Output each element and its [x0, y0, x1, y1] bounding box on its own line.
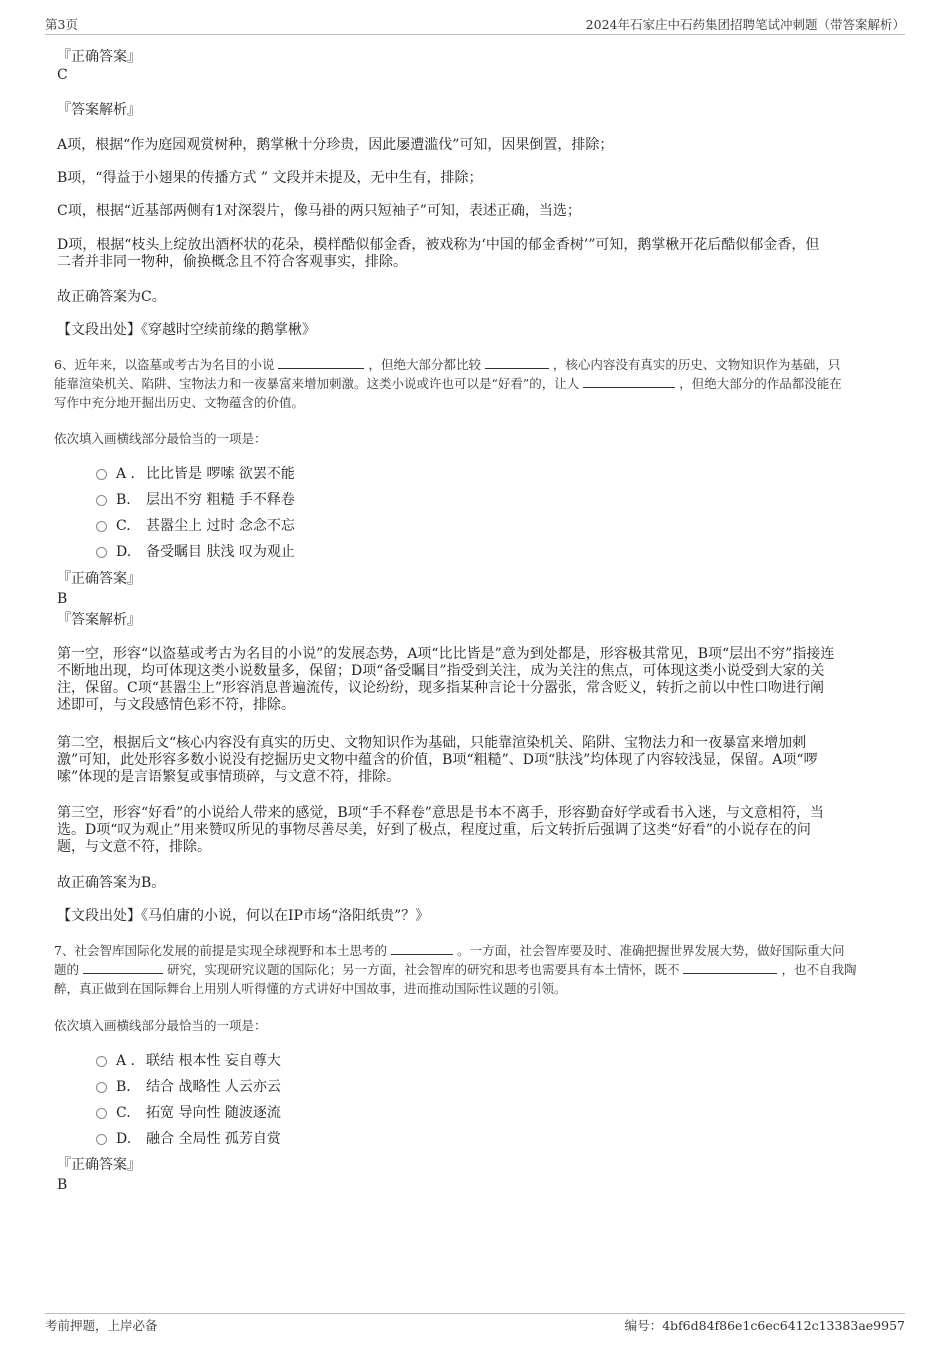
q6-answer-label: 『正确答案』: [57, 571, 141, 587]
q7-blank-3: [683, 961, 777, 974]
radio-icon[interactable]: [96, 1082, 107, 1093]
footer-slogan: 考前押题，上岸必备: [45, 1318, 158, 1333]
q5-analysis-d-line1: D项，根据“枝头上绽放出酒杯状的花朵，模样酷似郁金香，被戏称为‘中国的郁金香树’”可知，鹅掌楸开花后酷似郁金香，但: [57, 237, 820, 253]
q6-option-c[interactable]: C. 甚嚣尘上 过时 念念不忘: [96, 518, 295, 535]
q6-analysis-blank1: 第一空，形容“以盗墓或考古为名目的小说”的发展态势，A项“比比皆是”意为到处都是，形容极其常见，B项“层出不穷”指接连 不断地出现，均可体现这类小说数量多，保留；D项“备受瞩目”指受到关注，成为关注的焦点，可体现这类小说受到大家的关 注，保留。C项“甚嚣尘上”形容消息普遍流传，议论纷纷，现多指某种言论十分嚣张，常含贬义，转折之前以中性口吻进行阐 述即可，与文段感情色彩不符，排除。: [57, 646, 835, 713]
q6-prompt: 依次填入画横线部分最恰当的一项是：: [54, 431, 267, 446]
q5-conclusion: 故正确答案为C。: [57, 289, 166, 305]
radio-icon[interactable]: [96, 521, 107, 532]
q6-option-d[interactable]: D. 备受瞩目 肤浅 叹为观止: [96, 544, 295, 561]
q6-blank-1: [278, 356, 364, 369]
q6-blank-2: [485, 356, 549, 369]
q7-blank-2: [83, 961, 163, 974]
q5-analysis-d: [57, 237, 892, 271]
radio-icon[interactable]: [96, 469, 107, 480]
q5-analysis-d-line2: 二者并非同一物种，偷换概念且不符合客观事实，排除。: [57, 254, 407, 270]
q5-answer-label: 『正确答案』: [57, 49, 141, 65]
q6-analysis-label: 『答案解析』: [57, 612, 141, 628]
q7-option-c[interactable]: C. 拓宽 导向性 随波逐流: [96, 1105, 281, 1122]
radio-icon[interactable]: [96, 1134, 107, 1145]
q5-analysis-label: 『答案解析』: [57, 102, 141, 118]
q7-stem: 7、社会智库国际化发展的前提是实现全球视野和本土思考的 。一方面，社会智库要及时、准确把握世界发展大势，做好国际重大问 题的 研究，实现研究议题的国际化；另一方面，社会智库的研究和思考也需要具有本土情怀，既不 ，也不自我陶 醉，真正做到在国际舞台上用别人听得懂的方式讲好中国故事，进而推动国际性议题的引领。: [54, 943, 857, 996]
radio-icon[interactable]: [96, 495, 107, 506]
q7-answer-label: 『正确答案』: [57, 1157, 141, 1173]
q7-answer: B: [57, 1177, 68, 1193]
q6-blank-3: [583, 375, 675, 388]
q7-option-a[interactable]: A . 联结 根本性 妄自尊大: [96, 1053, 281, 1070]
q6-option-a[interactable]: A . 比比皆是 啰嗦 欲罢不能: [96, 466, 295, 483]
q5-answer: C: [57, 67, 68, 83]
q6-stem: 6、近年来，以盗墓或考古为名目的小说 ，但绝大部分都比较 ，核心内容没有真实的历史、文物知识作为基础，只 能靠渲染机关、陷阱、宝物法力和一夜暴富来增加刺激。这类小说或许也可以是“好看”的，让人 ，但绝大部分的作品都没能在 写作中充分地开掘出历史、文物蕴含的价值。: [54, 357, 842, 410]
document-title: 2024年石家庄中石药集团招聘笔试冲刺题（带答案解析）: [585, 17, 905, 32]
q5-analysis-c: C项，根据“近基部两侧有1对深裂片，像马褂的两只短袖子”可知，表述正确，当选；: [57, 203, 581, 219]
radio-icon[interactable]: [96, 1108, 107, 1119]
q6-analysis-blank2: 第二空，根据后文“核心内容没有真实的历史、文物知识作为基础，只能靠渲染机关、陷阱、宝物法力和一夜暴富来增加刺 激”可知，此处形容多数小说没有挖掘历史文物中蕴含的价值，B项“粗糙”、D项“肤浅”均体现了内容较浅显，保留。A项“啰 嗦”体现的是言语繁复或事情琐碎，与文意不符，排除。: [57, 735, 818, 785]
page-number: 第3页: [45, 17, 78, 32]
page-footer: [45, 1313, 905, 1336]
q6-option-b[interactable]: B. 层出不穷 粗糙 手不释卷: [96, 492, 295, 509]
q6-conclusion: 故正确答案为B。: [57, 875, 166, 891]
q6-source: 【文段出处】《马伯庸的小说，何以在IP市场“洛阳纸贵”？》: [57, 908, 430, 924]
page-header: [45, 14, 905, 35]
q5-source: 【文段出处】《穿越时空续前缘的鹅掌楸》: [57, 322, 316, 338]
radio-icon[interactable]: [96, 547, 107, 558]
q7-option-b[interactable]: B. 结合 战略性 人云亦云: [96, 1079, 281, 1096]
q6-analysis-blank3: 第三空，形容“好看”的小说给人带来的感觉，B项“手不释卷”意思是书本不离手，形容勤奋好学或看书入迷，与文意相符，当 选。D项“叹为观止”用来赞叹所见的事物尽善尽美，好到了极点，程度过重，后文转折后强调了这类“好看”的小说存在的问 题，与文意不符，排除。: [57, 805, 824, 855]
q6-answer: B: [57, 591, 68, 607]
q7-prompt: 依次填入画横线部分最恰当的一项是：: [54, 1018, 267, 1033]
footer-code: 编号：4bf6d84f86e1c6ec6412c13383ae9957: [624, 1318, 905, 1333]
q7-blank-1: [391, 942, 453, 955]
q5-analysis-b: B项，“得益于小翅果的传播方式 ” 文段并未提及，无中生有，排除；: [57, 170, 483, 186]
q7-option-d[interactable]: D. 融合 全局性 孤芳自赏: [96, 1131, 281, 1148]
radio-icon[interactable]: [96, 1056, 107, 1067]
q5-analysis-a: A项，根据“作为庭园观赏树种，鹅掌楸十分珍贵，因此屡遭滥伐”可知，因果倒置，排除；: [57, 137, 614, 153]
